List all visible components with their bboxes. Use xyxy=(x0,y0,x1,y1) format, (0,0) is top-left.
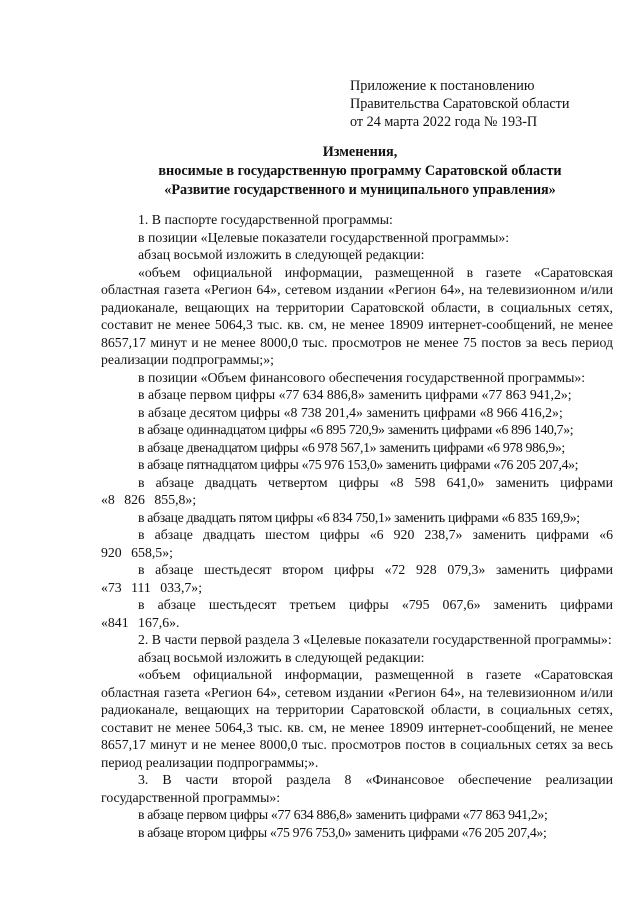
document-title xyxy=(100,143,620,200)
appendix-line: Приложение к постановлению xyxy=(350,78,535,94)
appendix-line: от 24 марта 2022 года № 193-П xyxy=(350,114,538,130)
paragraph: 3. В части второй раздела 8 «Финансовое обеспечение реализации государственной программы»: xyxy=(101,772,613,805)
title-line: «Развитие государственного и муниципального управления» xyxy=(164,182,556,198)
title-line: вносимые в государственную программу Саратовской области xyxy=(158,163,562,179)
paragraph: абзац восьмой изложить в следующей редакции: xyxy=(138,649,425,665)
appendix-line: Правительства Саратовской области xyxy=(350,96,570,112)
paragraph: в абзаце двадцать пятом цифры «6 834 750,1» заменить цифрами «6 835 169,9»; xyxy=(138,509,580,525)
paragraph: в абзаце пятнадцатом цифры «75 976 153,0» заменить цифрами «76 205 207,4»; xyxy=(138,457,579,472)
paragraph: «объем официальной информации, размещенной в газете «Саратовская областная газета «Регион 64», сетевом издании «Регион 64», на телевизионном и/или радиоканале, вещающих на территории Саратовской области, в социальных сетях, составит не менее 5064,3 тыс. кв. см, не менее 18909 интернет-сообщений, не менее 8657,17 минут и не менее 8000,0 тыс. просмотров не менее 75 постов за весь период реализации подпрограммы;»; xyxy=(101,264,613,367)
paragraph: 1. В паспорте государственной программы: xyxy=(138,212,393,227)
title-line: Изменения, xyxy=(322,144,398,160)
appendix-header xyxy=(350,77,569,131)
paragraph: в абзаце первом цифры «77 634 886,8» заменить цифрами «77 863 941,2»; xyxy=(138,387,572,402)
paragraph: в абзаце шестьдесят втором цифры «72 928 079,3» заменить цифрами «73 111 033,7»; xyxy=(101,562,613,595)
document-body xyxy=(101,211,613,841)
paragraph: в абзаце втором цифры «75 976 753,0» заменить цифрами «76 205 207,4»; xyxy=(138,824,547,840)
paragraph: в абзаце двадцать шестом цифры «6 920 238,7» заменить цифрами «6 920 658,5»; xyxy=(101,527,613,560)
paragraph: в абзаце первом цифры «77 634 886,8» заменить цифрами «77 863 941,2»; xyxy=(138,807,548,822)
paragraph: в абзаце двадцать четвертом цифры «8 598 641,0» заменить цифрами «8 826 855,8»; xyxy=(101,474,613,507)
paragraph: «объем официальной информации, размещенной в газете «Саратовская областная газета «Регион 64», сетевом издании «Регион 64», на телевизионном и/или радиоканале, вещающих на территории Саратовской области, в социальных сетях, составит не менее 5064,3 тыс. кв. см, не менее 18909 интернет-сообщений, не менее 8657,17 минут и не менее 8000,0 тыс. просмотров постов в социальных сетях за весь период реализации подпрограммы;». xyxy=(101,667,613,770)
paragraph: в абзаце одиннадцатом цифры «6 895 720,9» заменить цифрами «6 896 140,7»; xyxy=(138,422,574,437)
paragraph: в позиции «Объем финансового обеспечения государственной программы»: xyxy=(138,369,586,385)
paragraph: в абзаце десятом цифры «8 738 201,4» заменить цифрами «8 966 416,2»; xyxy=(138,404,563,420)
paragraph: абзац восьмой изложить в следующей редакции: xyxy=(138,247,425,262)
paragraph: в абзаце двенадцатом цифры «6 978 567,1» заменить цифрами «6 978 986,9»; xyxy=(138,439,565,455)
paragraph: в позиции «Целевые показатели государственной программы»: xyxy=(138,229,510,245)
paragraph: 2. В части первой раздела 3 «Целевые показатели государственной программы»: xyxy=(138,632,612,647)
paragraph: в абзаце шестьдесят третьем цифры «795 067,6» заменить цифрами «841 167,6». xyxy=(101,597,613,630)
